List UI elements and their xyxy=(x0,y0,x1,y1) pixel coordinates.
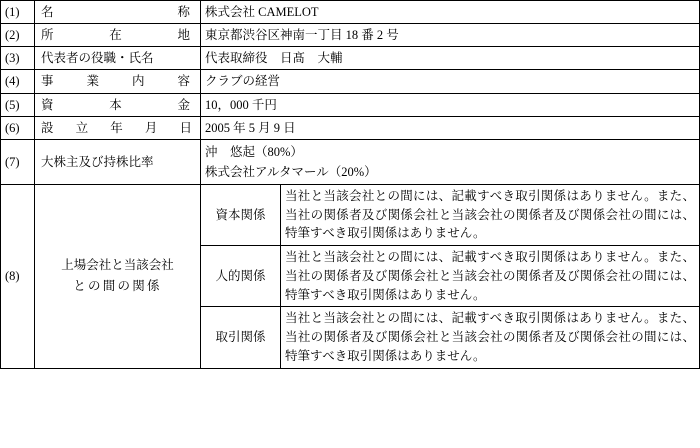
shareholder-item: 株式会社アルタマール（20%） xyxy=(205,164,377,179)
row-label-char: 名 xyxy=(41,5,54,19)
row-label-text: 大株主及び持株比率 xyxy=(41,154,154,169)
row-number: (8) xyxy=(1,184,35,368)
row-number: (1) xyxy=(1,1,35,24)
relation-type-personnel: 人的関係 xyxy=(201,246,281,307)
row-label xyxy=(35,139,201,184)
shareholder-item: 沖 悠起（80%） xyxy=(205,144,303,159)
row-label xyxy=(35,93,201,116)
row-label-char: 所 xyxy=(41,28,54,43)
relation-type-capital: 資本関係 xyxy=(201,184,281,245)
row-label-char: 事 xyxy=(41,74,54,89)
table-row xyxy=(1,116,700,139)
row-label-text: 代表者の役職・氏名 xyxy=(41,51,154,66)
relation-text-transaction: 当社と当該会社との間には、記載すべき取引関係はありません。また、当社の関係者及び関係会社と当該会社の関係者及び関係会社の間には、特筆すべき取引関係はありません。 xyxy=(281,307,700,368)
table-row xyxy=(1,139,700,184)
table-row xyxy=(1,47,700,70)
row-value: 東京都渋谷区神南一丁目 18 番 2 号 xyxy=(201,24,700,47)
table-row xyxy=(1,1,700,24)
row-label xyxy=(35,116,201,139)
row-label xyxy=(35,47,201,70)
row-number: (2) xyxy=(1,24,35,47)
row-label xyxy=(35,184,201,368)
row-value: クラブの経営 xyxy=(201,70,700,93)
row-number: (4) xyxy=(1,70,35,93)
row-label xyxy=(35,24,201,47)
shareholder-list xyxy=(201,139,700,184)
row-label-line2: との間の関係 xyxy=(73,279,162,294)
row-label-char: 内 xyxy=(131,74,145,89)
row-label-char: 月 xyxy=(144,120,158,135)
row-number: (6) xyxy=(1,116,35,139)
row-label-line1: 上場会社と当該会社 xyxy=(61,257,174,272)
row-label-char: 資 xyxy=(41,97,54,112)
row-value: 2005 年 5 月 9 日 xyxy=(201,116,700,139)
row-value: 代表取締役 日髙 大輔 xyxy=(201,47,700,70)
row-label-char: 立 xyxy=(75,120,89,135)
relation-type-transaction: 取引関係 xyxy=(201,307,281,368)
row-label-char: 金 xyxy=(177,97,190,112)
row-label-char: 本 xyxy=(109,97,122,112)
row-number: (3) xyxy=(1,47,35,70)
row-label-char: 設 xyxy=(41,120,54,135)
table-row xyxy=(1,70,700,93)
table-row xyxy=(1,184,700,245)
table-row xyxy=(1,93,700,116)
row-label-char: 容 xyxy=(177,74,190,89)
row-label-char: 地 xyxy=(177,28,190,43)
row-label xyxy=(35,70,201,93)
row-label-char: 年 xyxy=(110,120,123,135)
row-label-char: 業 xyxy=(86,74,99,89)
row-number: (5) xyxy=(1,93,35,116)
row-value: 株式会社 CAMELOT xyxy=(201,1,700,24)
relation-text-capital: 当社と当該会社との間には、記載すべき取引関係はありません。また、当社の関係者及び関係会社と当該会社の関係者及び関係会社の間には、特筆すべき取引関係はありません。 xyxy=(281,184,700,245)
row-label xyxy=(35,1,201,24)
row-number: (7) xyxy=(1,139,35,184)
relation-text-personnel: 当社と当該会社との間には、記載すべき取引関係はありません。また、当社の関係者及び関係会社と当該会社の関係者及び関係会社の間には、特筆すべき取引関係はありません。 xyxy=(281,246,700,307)
row-label-char: 称 xyxy=(177,5,190,19)
row-value: 10，000 千円 xyxy=(201,93,700,116)
row-label-char: 在 xyxy=(109,28,122,43)
table-row xyxy=(1,24,700,47)
row-label-char: 日 xyxy=(179,120,192,135)
